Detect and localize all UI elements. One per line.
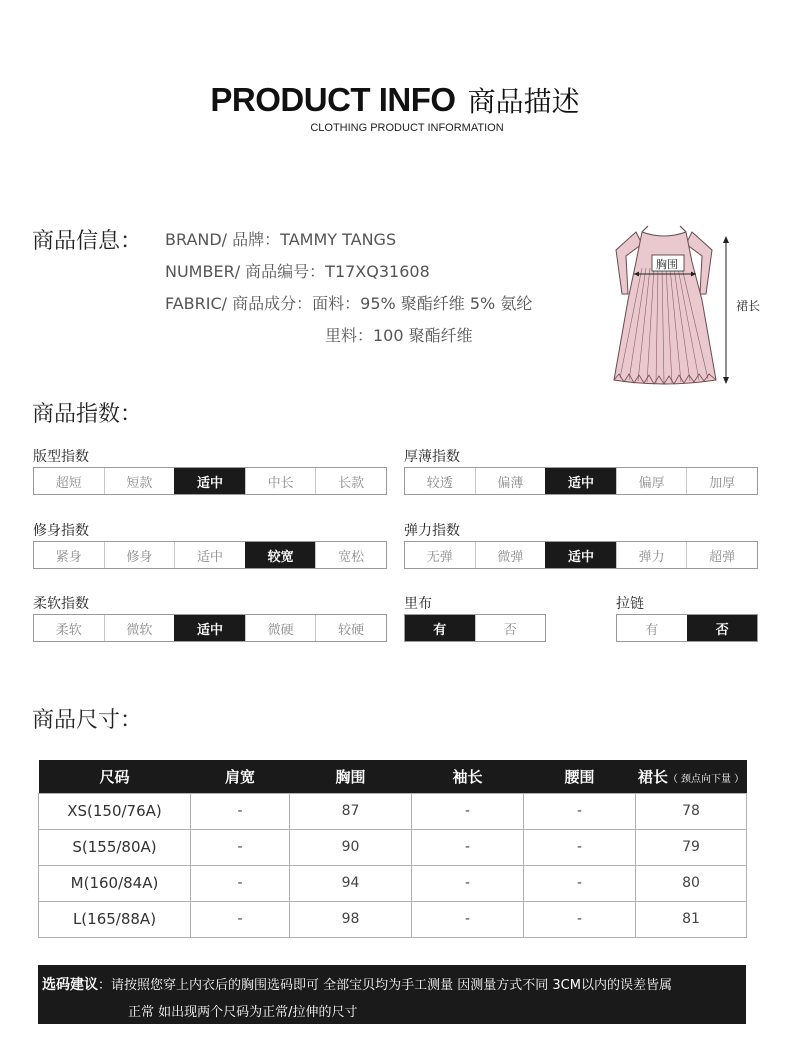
index-group-title: 拉链 [616, 596, 644, 612]
table-cell: - [412, 865, 524, 901]
fabric-line: FABRIC/ 商品成分：面料：95% 聚酯纤维 5% 氨纶 [165, 294, 533, 313]
index-option: 较透 [426, 475, 453, 491]
table-cell: - [412, 793, 524, 829]
table-cell: 98 [290, 901, 412, 937]
index-option: 长款 [315, 468, 386, 494]
table-cell: M(160/84A) [39, 865, 191, 901]
header-sleeve: 袖长 [412, 760, 524, 793]
table-cell: - [191, 865, 290, 901]
index-option: 超短 [55, 475, 82, 491]
index-option: 微硬 [245, 615, 316, 641]
index-option-selected: 适中 [545, 542, 616, 568]
advice-line-2: 正常 如出现两个尺码为正常/拉伸的尺寸 [128, 1005, 358, 1020]
table-cell: - [412, 829, 524, 865]
title-english: PRODUCT INFO [210, 81, 456, 118]
index-option: 柔软 [55, 622, 82, 638]
table-row [39, 829, 747, 865]
index-option-selected: 较宽 [245, 542, 316, 568]
table-cell: - [524, 901, 636, 937]
index-scale [404, 614, 546, 642]
number-line: NUMBER/ 商品编号：T17XQ31608 [165, 262, 430, 281]
index-option: 否 [475, 615, 546, 641]
header-length [636, 760, 747, 793]
index-option: 超弹 [686, 542, 757, 568]
page-subtitle: CLOTHING PRODUCT INFORMATION [310, 122, 504, 134]
table-cell: - [524, 865, 636, 901]
table-cell: - [191, 829, 290, 865]
table-cell: L(165/88A) [39, 901, 191, 937]
table-cell: 78 [636, 793, 747, 829]
index-option: 加厚 [686, 468, 757, 494]
table-cell: - [412, 901, 524, 937]
brand-line: BRAND/ 品牌：TAMMY TANGS [165, 230, 397, 249]
header-size: 尺码 [39, 760, 191, 793]
length-label: 裙长 [736, 299, 761, 313]
index-group-title: 版型指数 [33, 449, 89, 465]
table-cell: - [191, 901, 290, 937]
index-option: 弹力 [616, 542, 687, 568]
index-scale [404, 467, 758, 495]
table-row [39, 901, 747, 937]
table-cell: - [191, 793, 290, 829]
index-option: 适中 [174, 542, 245, 568]
index-option: 修身 [104, 542, 175, 568]
index-option: 紧身 [55, 549, 82, 565]
header-chest: 胸围 [290, 760, 412, 793]
header-length-label: 裙长 [637, 767, 668, 786]
index-option-selected: 适中 [174, 468, 245, 494]
index-option: 无弹 [426, 549, 453, 565]
dress-illustration [612, 222, 782, 392]
table-cell: 81 [636, 901, 747, 937]
size-advice [38, 965, 746, 1024]
index-option: 微弹 [475, 542, 546, 568]
table-cell: 80 [636, 865, 747, 901]
index-option-selected: 适中 [545, 468, 616, 494]
header-length-note: （ 颈点向下量 ） [667, 773, 745, 785]
page-title [0, 80, 790, 120]
index-scale [33, 541, 387, 569]
index-scale [404, 541, 758, 569]
size-table [38, 760, 747, 938]
index-scale [33, 467, 387, 495]
index-option: 偏薄 [475, 468, 546, 494]
title-chinese: 商品描述 [467, 85, 580, 118]
size-table-header [39, 760, 747, 793]
size-label: 商品尺寸： [32, 708, 143, 733]
index-option-selected: 有 [405, 615, 475, 641]
advice-label: 选码建议 [42, 977, 98, 993]
lining-line: 里料：100 聚酯纤维 [325, 326, 473, 345]
table-cell: XS(150/76A) [39, 793, 191, 829]
header-shoulder: 肩宽 [191, 760, 290, 793]
index-option: 微软 [104, 615, 175, 641]
table-cell: S(155/80A) [39, 829, 191, 865]
index-option-selected: 适中 [174, 615, 245, 641]
index-group-title: 修身指数 [33, 523, 89, 539]
index-option: 较硬 [315, 615, 386, 641]
table-cell: - [524, 829, 636, 865]
chest-label: 胸围 [656, 258, 678, 271]
header-waist: 腰围 [524, 760, 636, 793]
index-option: 偏厚 [616, 468, 687, 494]
table-cell: 79 [636, 829, 747, 865]
index-option: 有 [645, 622, 659, 638]
index-option: 短款 [104, 468, 175, 494]
index-option: 宽松 [315, 542, 386, 568]
table-cell: 94 [290, 865, 412, 901]
table-row [39, 793, 747, 829]
table-cell: - [524, 793, 636, 829]
table-row [39, 865, 747, 901]
index-group-title: 厚薄指数 [404, 449, 460, 465]
index-group-title: 里布 [404, 596, 432, 612]
table-cell: 90 [290, 829, 412, 865]
advice-line-1 [42, 974, 740, 994]
indices-label: 商品指数： [32, 402, 143, 427]
index-group-title: 柔软指数 [33, 596, 89, 612]
advice-text-1: ：请按照您穿上内衣后的胸围选码即可 全部宝贝均为手工测量 因测量方式不同 3CM以内的误差皆属 [98, 978, 672, 993]
product-info-label: 商品信息： [32, 229, 143, 254]
table-cell: 87 [290, 793, 412, 829]
index-group-title: 弹力指数 [404, 523, 460, 539]
index-option-selected: 否 [687, 615, 758, 641]
index-scale [616, 614, 758, 642]
index-scale [33, 614, 387, 642]
index-option: 中长 [245, 468, 316, 494]
